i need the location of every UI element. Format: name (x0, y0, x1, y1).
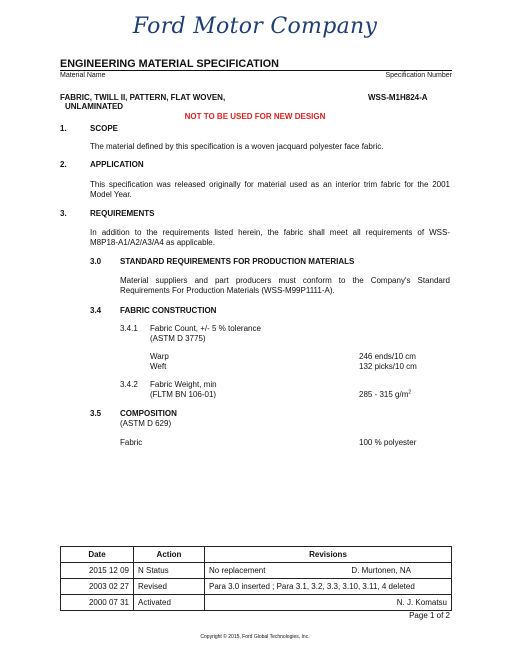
fabric-weight-value (359, 390, 411, 400)
requirements-text-line1: In addition to the requirements listed herein, the fabric shall meet all requirements of WSS- (90, 228, 450, 237)
column-header-date: Date (61, 547, 134, 563)
application-text-line2: Model Year. (90, 190, 132, 199)
spec-number-label: Specification Number (385, 72, 452, 79)
revision-text: Para 3.0 inserted ; Para 3.1, 3.2, 3.3, 3.10, 3.11, 4 deleted (209, 582, 415, 591)
fabric-count-title: Fabric Count, +/- 5 % tolerance (150, 324, 261, 333)
revision-description (205, 595, 452, 611)
section-heading-application: APPLICATION (90, 160, 144, 169)
standard-text-line2: Requirements For Production Materials (WSS-M99P1111-A). (120, 286, 335, 295)
item-number-fabric-weight: 3.4.2 (120, 380, 138, 389)
section-heading-standard: STANDARD REQUIREMENTS FOR PRODUCTION MATERIALS (120, 257, 355, 266)
composition-fabric-label: Fabric (120, 438, 143, 447)
column-header-revisions: Revisions (205, 547, 452, 563)
column-header-action: Action (134, 547, 205, 563)
revision-action: Activated (134, 595, 205, 611)
fabric-weight-value-text: 285 - 315 g/m (359, 390, 409, 399)
table-row (61, 579, 452, 595)
revision-description (205, 579, 452, 595)
fabric-weight-exponent: 2 (408, 389, 412, 396)
warp-value: 246 ends/10 cm (359, 352, 416, 361)
revision-text: No replacement (209, 566, 266, 575)
document-title: ENGINEERING MATERIAL SPECIFICATION (60, 58, 279, 70)
fabric-weight-method: (FLTM BN 106-01) (150, 390, 217, 399)
weft-label: Weft (150, 362, 167, 371)
spec-number: WSS-M1H824-A (368, 93, 428, 102)
revision-table (60, 546, 452, 611)
section-heading-composition: COMPOSITION (120, 409, 177, 418)
revision-date: 2000 07 31 (61, 595, 134, 611)
table-row (61, 595, 452, 611)
title-rule (60, 70, 452, 71)
section-number-fabric-construction: 3.4 (90, 306, 102, 315)
composition-fabric-value: 100 % polyester (359, 438, 417, 447)
page-number: Page 1 of 2 (409, 611, 450, 620)
fabric-weight-title: Fabric Weight, min (150, 380, 217, 389)
warp-label: Warp (150, 352, 169, 361)
revision-date: 2003 02 27 (61, 579, 134, 595)
material-name: FABRIC, TWILL II, PATTERN, FLAT WOVEN, (60, 93, 226, 102)
revision-author: D. Murtonen, NA (351, 566, 411, 575)
section-heading-fabric-construction: FABRIC CONSTRUCTION (120, 306, 217, 315)
section-number-scope: 1. (60, 124, 67, 133)
fabric-count-method: (ASTM D 3775) (150, 334, 206, 343)
revision-action: Revised (134, 579, 205, 595)
requirements-text-line2: M8P18-A1/A2/A3/A4 as applicable. (90, 238, 215, 247)
revision-date: 2015 12 09 (61, 563, 134, 579)
revision-description (205, 563, 452, 579)
standard-text-line1: Material suppliers and part producers must conform to the Company's Standard (120, 276, 450, 285)
material-name-line2: UNLAMINATED (65, 102, 124, 111)
section-heading-scope: SCOPE (90, 124, 119, 133)
application-text-line1: This specification was released originally for material used as an interior trim fabric for the 2001 (90, 180, 450, 189)
copyright-notice: Copyright © 2015, Ford Global Technologies, Inc. (200, 634, 310, 640)
revision-author: N. J. Komatsu (396, 598, 447, 607)
section-number-composition: 3.5 (90, 409, 102, 418)
revision-action: N Status (134, 563, 205, 579)
section-number-requirements: 3. (60, 209, 67, 218)
material-name-label: Material Name (60, 72, 106, 79)
section-heading-requirements: REQUIREMENTS (90, 209, 155, 218)
weft-value: 132 picks/10 cm (359, 362, 417, 371)
section-number-application: 2. (60, 160, 67, 169)
table-row (61, 563, 452, 579)
revision-table-header (61, 547, 452, 563)
warning-banner: NOT TO BE USED FOR NEW DESIGN (184, 112, 326, 121)
section-number-standard: 3.0 (90, 257, 102, 266)
scope-text: The material defined by this specification is a woven jacquard polyester face fabric. (90, 142, 384, 151)
ford-logo: Ford Motor Company (132, 14, 378, 39)
item-number-fabric-count: 3.4.1 (120, 324, 138, 333)
composition-method: (ASTM D 629) (120, 419, 172, 428)
